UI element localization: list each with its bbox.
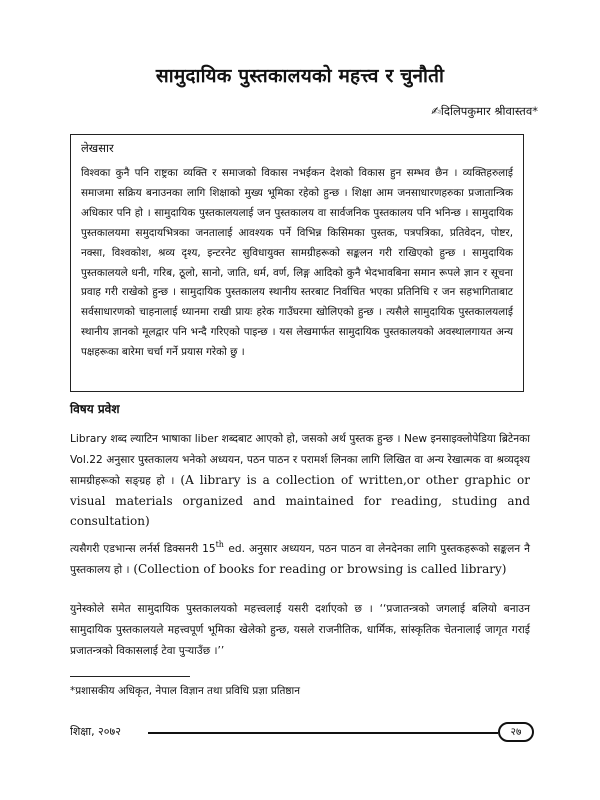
footnote: *प्रशासकीय अधिकृत, नेपाल विज्ञान तथा प्रविधि प्रज्ञा प्रतिष्ठान bbox=[70, 685, 301, 697]
section-heading: विषय प्रवेश bbox=[70, 402, 120, 416]
author-line: ✍दिलिपकुमार श्रीवास्तव* bbox=[431, 104, 538, 118]
intro-p2-english: (Collection of books for reading or browsing is called library) bbox=[133, 562, 507, 576]
intro-p2-nepali-pre: त्यसैगरी एडभान्स लर्नर्स डिक्सनरी 15 bbox=[70, 543, 216, 555]
abstract-box bbox=[70, 134, 524, 392]
intro-p3-nepali: युनेस्कोले समेत सामुदायिक पुस्तकालयको महत्त्वलाई यसरी दर्शाएको छ । ‘‘प्रजातन्त्रको जगलाई बलियो बनाउन सामुदायिक पुस्तकालयले महत्त्वपूर्ण भूमिका खेलेको हुन्छ, यसले राजनीतिक, धार्मिक, सांस्कृतिक चेतनालाई जागृत गराई प्रजातन्त्रको विकासलाई टेवा पुऱ्याउँछ ।’’ bbox=[70, 603, 530, 657]
abstract-body: विश्वका कुनै पनि राष्ट्रका व्यक्ति र समाजको विकास नभईकन देशको विकास हुन सम्भव छैन । व्यक्तिहरुलाई समाजमा सक्रिय बनाउनका लागि शिक्षाको मुख्य भूमिका रहेको हुन्छ । शिक्षा आम जनसाधारणहरुका प्रजातान्त्रिक अधिकार पनि हो । सामुदायिक पुस्तकालयलाई जन पुस्तकालय वा सार्वजनिक पुस्तकालय पनि भनिन्छ । सामुदायिक पुस्तकालयमा समुदायभित्रका जनतालाई आवश्यक पर्ने विभिन्न किसिमका पुस्तक, पत्रपत्रिका, प्रतिवेदन, पोष्टर, नक्सा, विश्वकोश, श्रव्य दृश्य, इन्टरनेट सुविधायुक्त सामग्रीहरूको सङ्कलन गरी राखिएको हुन्छ । सामुदायिक पुस्तकालयले धनी, गरिब, ठूलो, सानो, जाति, धर्म, वर्ण, लिङ्ग आदिको कुनै भेदभावबिना समान रूपले ज्ञान र सूचना प्रवाह गरी राखेको हुन्छ । सामुदायिक पुस्तकालय स्थानीय स्तरबाट निर्वाचित भएका प्रतिनिधि र जन सहभागिताबाट सर्वसाधारणको चाहनालाई ध्यानमा राखी प्रायः हरेक गाउँघरमा खोलिएको हुन्छ । त्यसैले सामुदायिक पुस्तकालयलाई स्थानीय ज्ञानको मूलद्वार पनि भन्दै गरिएको पाइन्छ । यस लेखमार्फत सामुदायिक पुस्तकालयको अवस्थालगायत अन्य पक्षहरूका बारेमा चर्चा गर्ने प्रयास गरेको छु । bbox=[81, 167, 513, 359]
article-title: सामुदायिक पुस्तकालयको महत्त्व र चुनौती bbox=[155, 65, 445, 87]
intro-paragraph-2 bbox=[70, 538, 530, 580]
intro-p1-english: (A library is a collection of written,or other graphic or visual materials organized and maintained for reading, studing and consultation) bbox=[70, 473, 530, 528]
footnote-divider bbox=[70, 676, 190, 677]
intro-paragraph-1 bbox=[70, 428, 530, 531]
page-number: २७ bbox=[498, 722, 534, 742]
abstract-heading: लेखसार bbox=[81, 141, 114, 155]
intro-p2-nepali: ed. अनुसार अध्ययन, पठन पाठन वा लेनदेनका लागि पुस्तकहरूको सङ्कलन नै पुस्तकालय हो । bbox=[70, 543, 530, 576]
footer-rule bbox=[148, 732, 498, 734]
footer-journal-label: शिक्षा, २०७२ bbox=[70, 725, 121, 738]
intro-p2-superscript: th bbox=[215, 540, 224, 549]
intro-paragraph-3 bbox=[70, 598, 530, 661]
intro-p1-nepali: Library शब्द ल्याटिन भाषाका liber शब्दबाट आएको हो, जसको अर्थ पुस्तक हुन्छ । New इनसाइक्लोपेडिया ब्रिटेनका Vol.22 अनुसार पुस्तकालय भनेको अध्ययन, पठन पाठन र परामर्श लिनका लागि लिखित वा अन्य रेखात्मक वा श्रव्यदृश्य सामग्रीहरूको सङ्ग्रह हो । bbox=[70, 433, 530, 487]
